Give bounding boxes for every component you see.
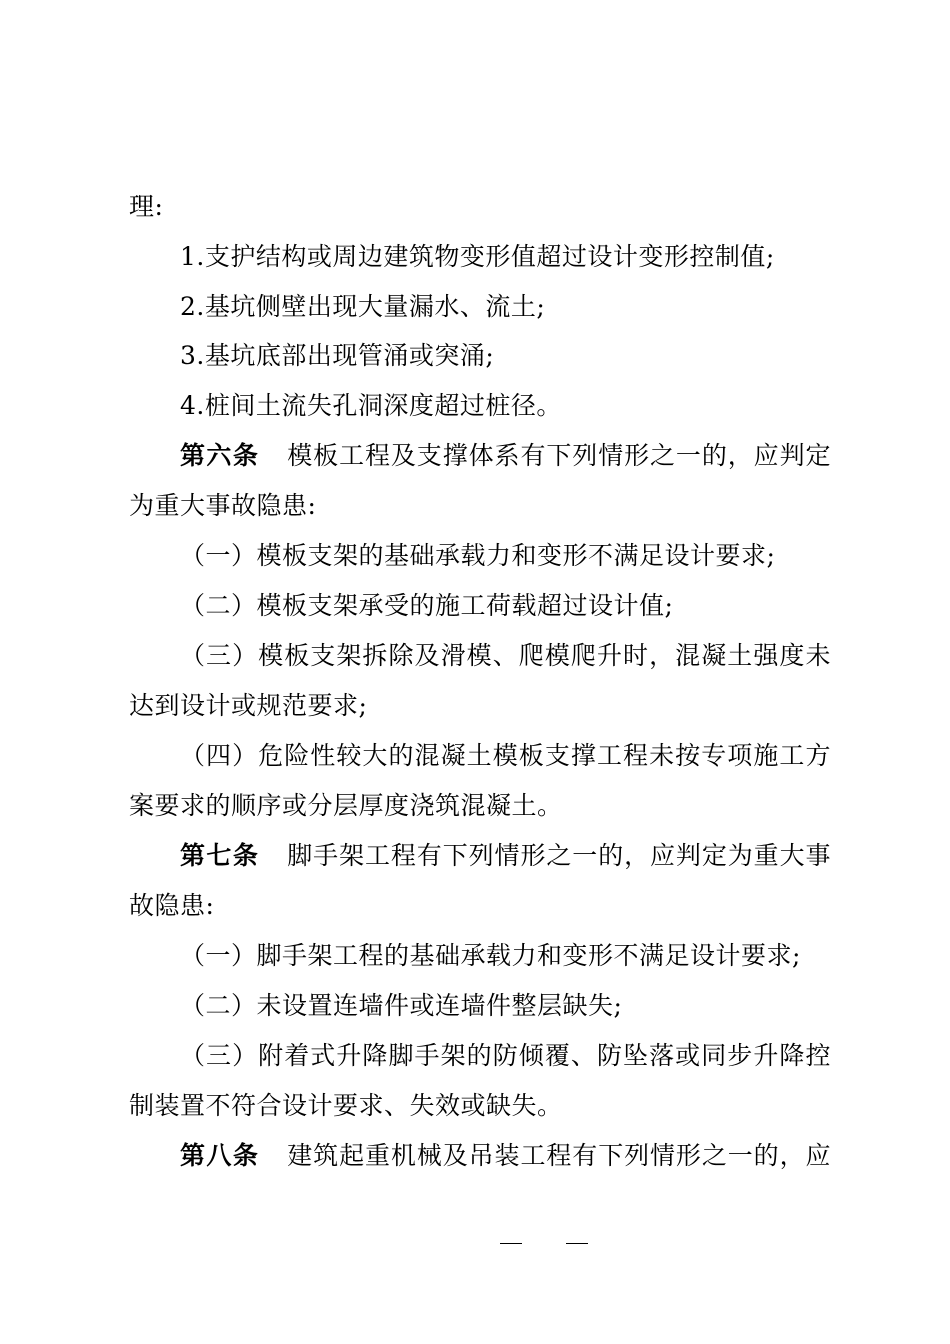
article-6-text: 模板工程及支撑体系有下列情形之一的，应判定 [287,441,831,470]
article-6-heading: 第六条 [180,441,260,470]
article-7-continuation: 故隐患: [129,891,215,920]
article-8-first-line [180,1139,831,1173]
article-6-sub-item-continuation: 达到设计或规范要求; [129,691,368,720]
article-7-sub-item-continuation: 制装置不符合设计要求、失效或缺失。 [129,1091,563,1120]
list-item: 4.桩间土流失孔洞深度超过桩径。 [180,391,562,420]
list-item: 2.基坑侧壁出现大量漏水、流土; [180,292,546,321]
article-6-sub-item: （二）模板支架承受的施工荷载超过设计值; [180,591,674,620]
article-8-heading: 第八条 [180,1141,260,1170]
article-7-sub-item: （一）脚手架工程的基础承载力和变形不满足设计要求; [180,941,801,970]
article-7-heading: 第七条 [180,841,260,870]
article-6-sub-item-continuation: 案要求的顺序或分层厚度浇筑混凝土。 [129,791,563,820]
article-6-sub-item: （三）模板支架拆除及滑模、爬模爬升时，混凝土强度未 [180,641,831,670]
article-8-text: 建筑起重机械及吊装工程有下列情形之一的，应 [287,1141,831,1170]
article-6-sub-item: （四）危险性较大的混凝土模板支撑工程未按专项施工方 [180,741,831,770]
article-6-continuation: 为重大事故隐患: [129,491,317,520]
page-number-footer [500,1232,592,1252]
article-6-sub-item: （一）模板支架的基础承载力和变形不满足设计要求; [180,541,776,570]
list-item: 3.基坑底部出现管涌或突涌; [180,341,495,370]
footer-dash-left [500,1243,522,1244]
paragraph-line: 理: [129,192,164,221]
list-item: 1.支护结构或周边建筑物变形值超过设计变形控制值; [180,242,775,271]
article-7-sub-item: （三）附着式升降脚手架的防倾覆、防坠落或同步升降控 [180,1041,831,1070]
article-7-text: 脚手架工程有下列情形之一的，应判定为重大事 [287,841,831,870]
footer-dash-right [566,1243,588,1244]
article-7-sub-item: （二）未设置连墙件或连墙件整层缺失; [180,991,623,1020]
article-7-first-line [180,839,831,873]
article-6-first-line [180,439,831,473]
